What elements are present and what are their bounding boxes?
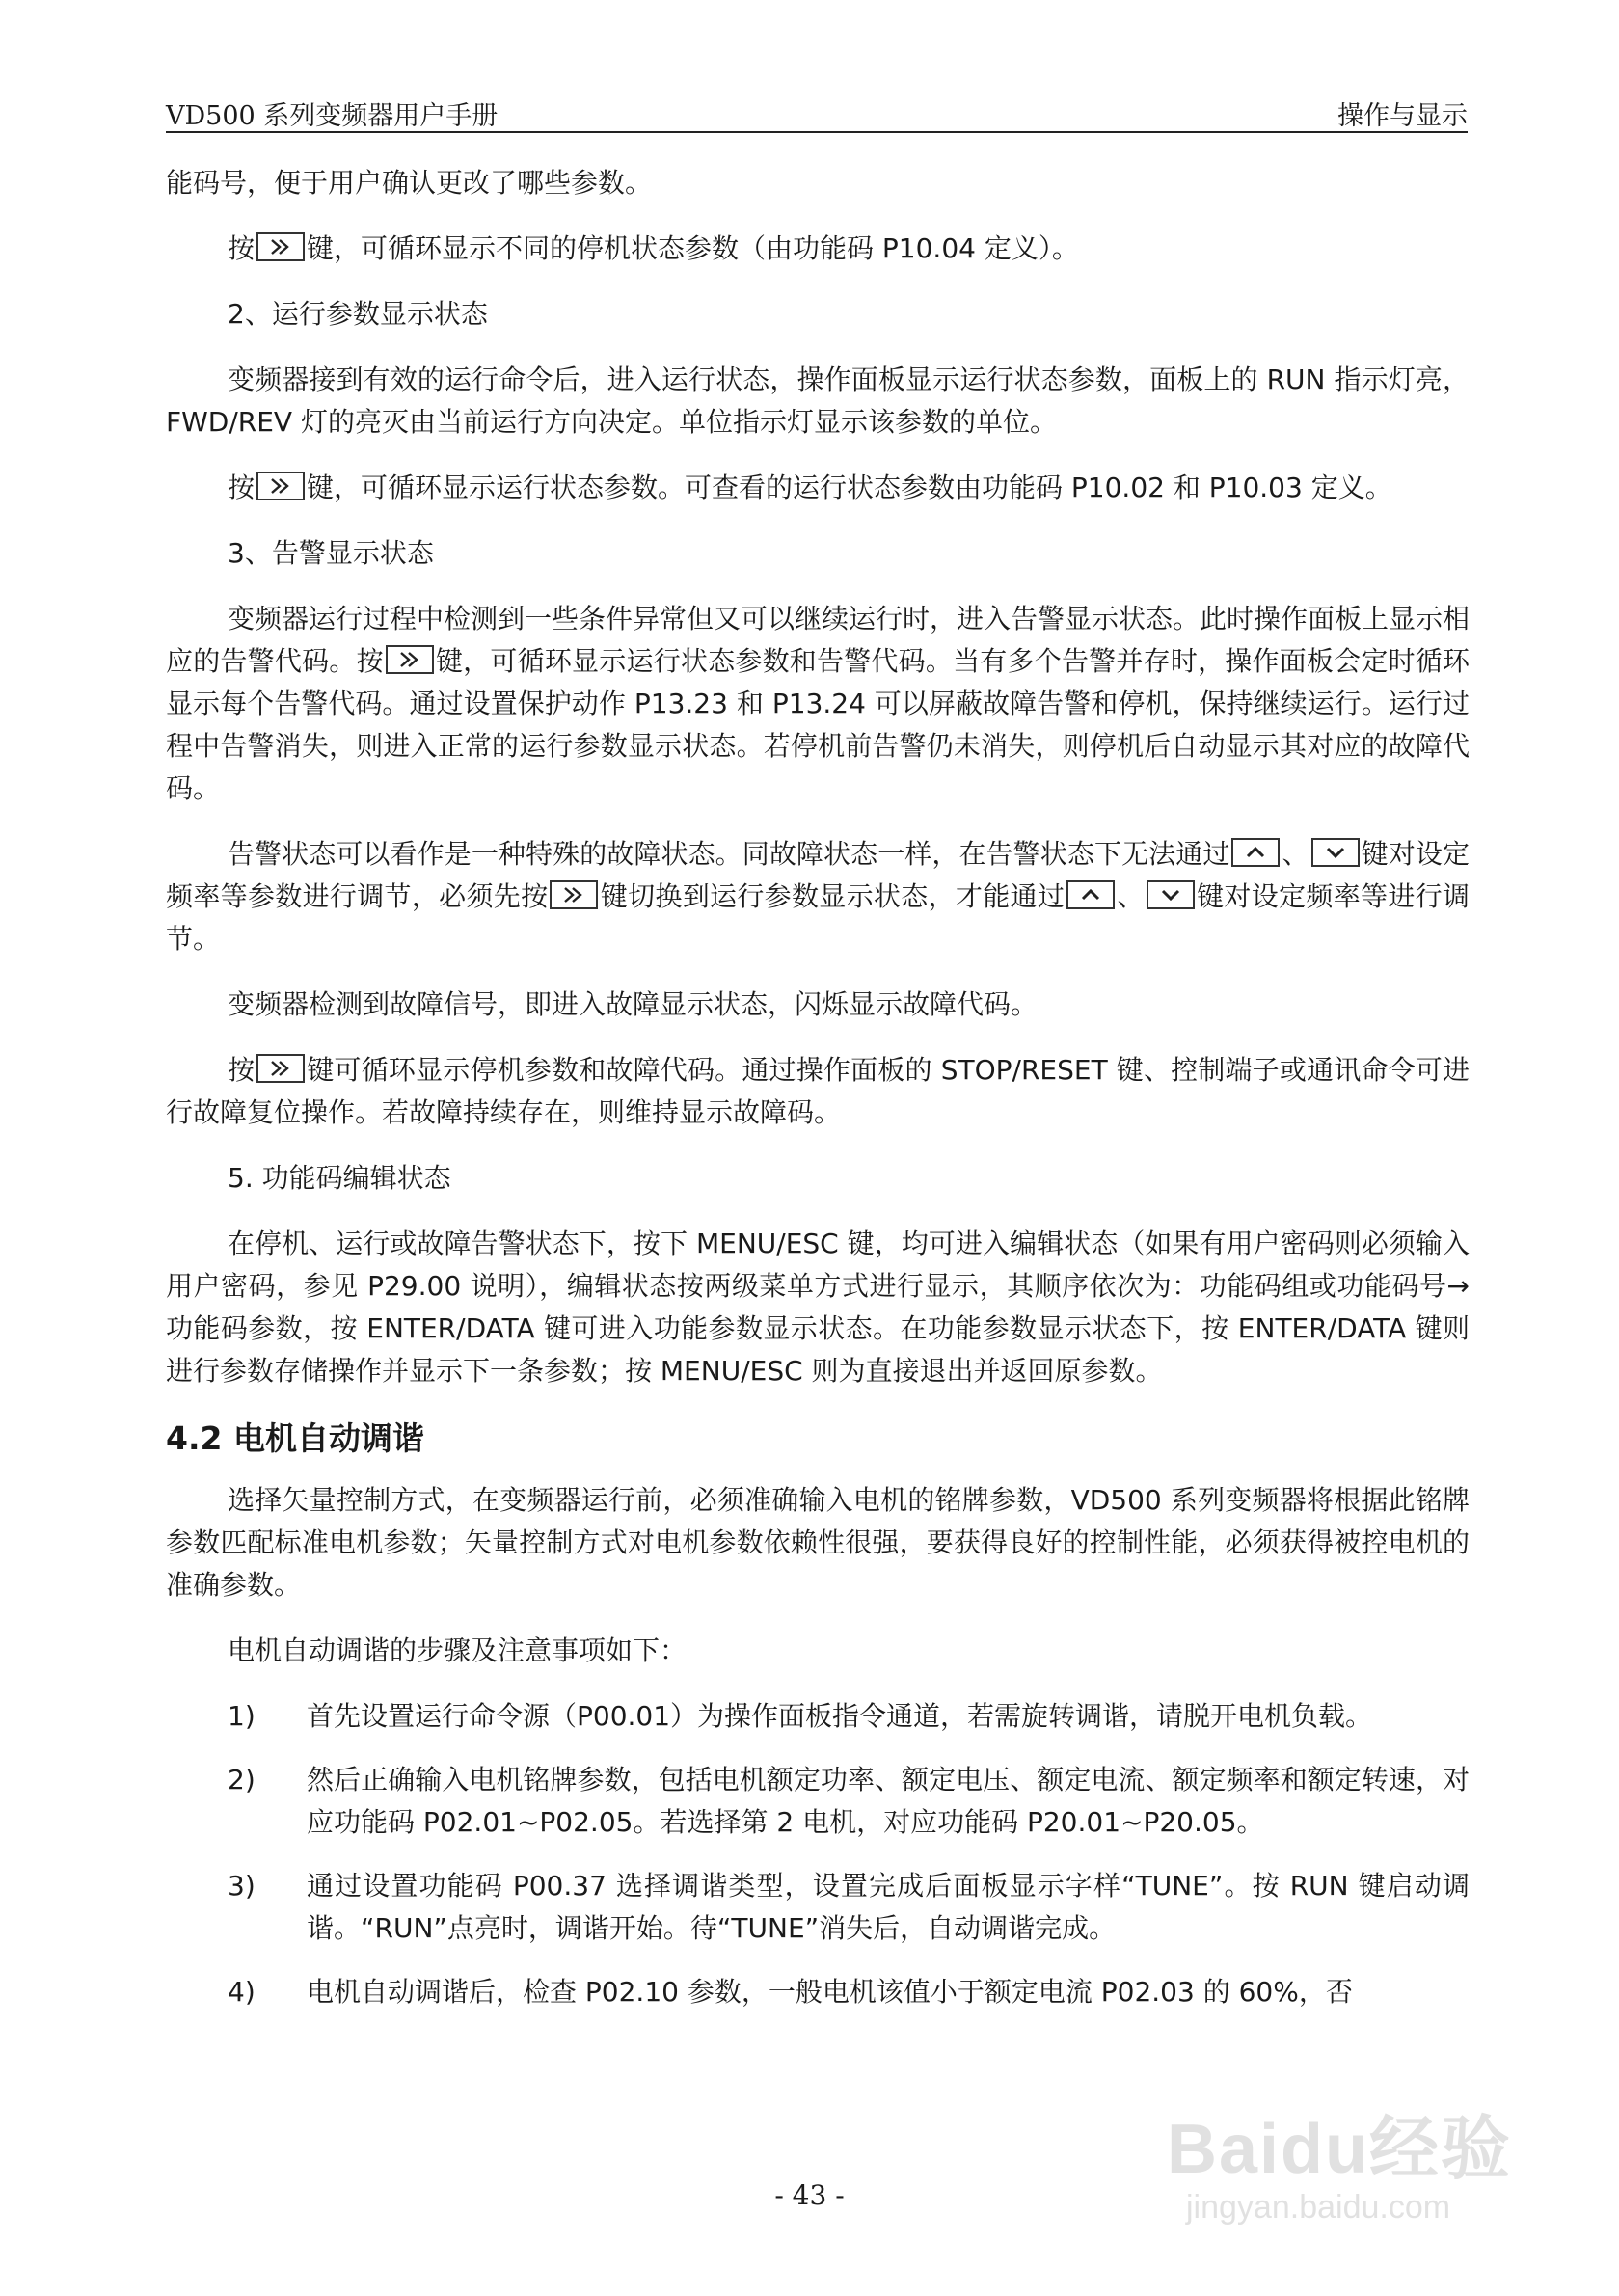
paragraph: 在停机、运行或故障告警状态下，按下 MENU/ESC 键，均可进入编辑状态（如果有用户密码则必须输入用户密码，参见 P29.00 说明），编辑状态按两级菜单方式进行显示，其顺序依次为：功能码组或功能码号→功能码参数，按 ENTER/DATA 键可进入功能参数显示状态。在功能参数显示状态下，按 ENTER/DATA 键则进行参数存储操作并显示下一条参数；按 MENU/ESC 则为直接退出并返回原参数。 [166, 1228, 1470, 1387]
paragraph: 选择矢量控制方式，在变频器运行前，必须准确输入电机的铭牌参数，VD500 系列变频器将根据此铭牌参数匹配标准电机参数；矢量控制方式对电机参数依赖性很强，要获得良好的控制性能，必须获得被控电机的准确参数。 [166, 1484, 1470, 1601]
page-number: - 43 - [774, 2179, 845, 2211]
paragraph: 电机自动调谐的步骤及注意事项如下： [228, 1634, 688, 1666]
watermark [1128, 2083, 1533, 2237]
list-item: 1) 首先设置运行命令源（P00.01）为操作面板指令通道，若需旋转调谐，请脱开电机负载。 [228, 1700, 1373, 1732]
shift-key-icon [256, 1054, 305, 1083]
paragraph: 告警状态可以看作是一种特殊的故障状态。同故障状态一样，在告警状态下无法通过 、 键对设定频率等参数进行调节，必须先按 键切换到运行参数显示状态，才能通过 、 键对设定频率等进行调节。 [166, 838, 1470, 955]
watermark-logo: Baidu经验 [1167, 2111, 1513, 2188]
subheading: 5. 功能码编辑状态 [228, 1162, 451, 1194]
page-content [166, 162, 1470, 2035]
paragraph: 按 键，可循环显示运行状态参数。可查看的运行状态参数由功能码 P10.02 和 P10.03 定义。 [228, 472, 1392, 503]
paragraph: 按 键，可循环显示不同的停机状态参数（由功能码 P10.04 定义）。 [228, 232, 1079, 264]
paragraph: 变频器接到有效的运行命令后，进入运行状态，操作面板显示运行状态参数，面板上的 RUN 指示灯亮，FWD/REV 灯的亮灭由当前运行方向决定。单位指示灯显示该参数的单位。 [166, 364, 1470, 438]
paragraph: 能码号，便于用户确认更改了哪些参数。 [166, 167, 653, 199]
up-key-icon [1066, 880, 1115, 909]
shift-key-icon [256, 232, 305, 261]
header-section: 操作与显示 [1337, 101, 1468, 131]
watermark-url: jingyan.baidu.com [1186, 2189, 1451, 2226]
paragraph: 按 键可循环显示停机参数和故障代码。通过操作面板的 STOP/RESET 键、控制端子或通讯命令可进行故障复位操作。若故障持续存在，则维持显示故障码。 [166, 1054, 1470, 1128]
shift-key-icon [550, 880, 598, 909]
up-key-icon [1231, 838, 1280, 867]
shift-key-icon [386, 645, 434, 674]
subheading: 3、告警显示状态 [228, 537, 434, 569]
list-item: 4) 电机自动调谐后，检查 P02.10 参数，一般电机该值小于额定电流 P02.03 的 60%，否 [228, 1976, 1353, 2008]
paragraph: 变频器运行过程中检测到一些条件异常但又可以继续运行时，进入告警显示状态。此时操作面板上显示相应的告警代码。按 键，可循环显示运行状态参数和告警代码。当有多个告警并存时，操作面板会定时循环显示每个告警代码。通过设置保护动作 P13.23 和 P13.24 可以屏蔽故障告警和停机，保持继续运行。运行过程中告警消失，则进入正常的运行参数显示状态。若停机前告警仍未消失，则停机后自动显示其对应的故障代码。 [166, 603, 1471, 804]
shift-key-icon [256, 472, 305, 500]
page-header [166, 89, 1468, 133]
paragraph: 变频器检测到故障信号，即进入故障显示状态，闪烁显示故障代码。 [228, 988, 1039, 1020]
down-key-icon [1147, 880, 1195, 909]
header-title: VD500 系列变频器用户手册 [166, 101, 499, 131]
list-item: 3) 通过设置功能码 P00.37 选择调谐类型，设置完成后面板显示字样“TUNE”。按 RUN 键启动调谐。“RUN”点亮时，调谐开始。待“TUNE”消失后，自动调谐完成。 [228, 1870, 1470, 1944]
down-key-icon [1311, 838, 1360, 867]
section-heading: 4.2 电机自动调谐 [166, 1419, 424, 1457]
list-item: 2) 然后正确输入电机铭牌参数，包括电机额定功率、额定电压、额定电流、额定频率和额定转速，对应功能码 P02.01~P02.05。若选择第 2 电机，对应功能码 P20.01~P20.05。 [228, 1764, 1470, 1838]
subheading: 2、运行参数显示状态 [228, 298, 488, 330]
